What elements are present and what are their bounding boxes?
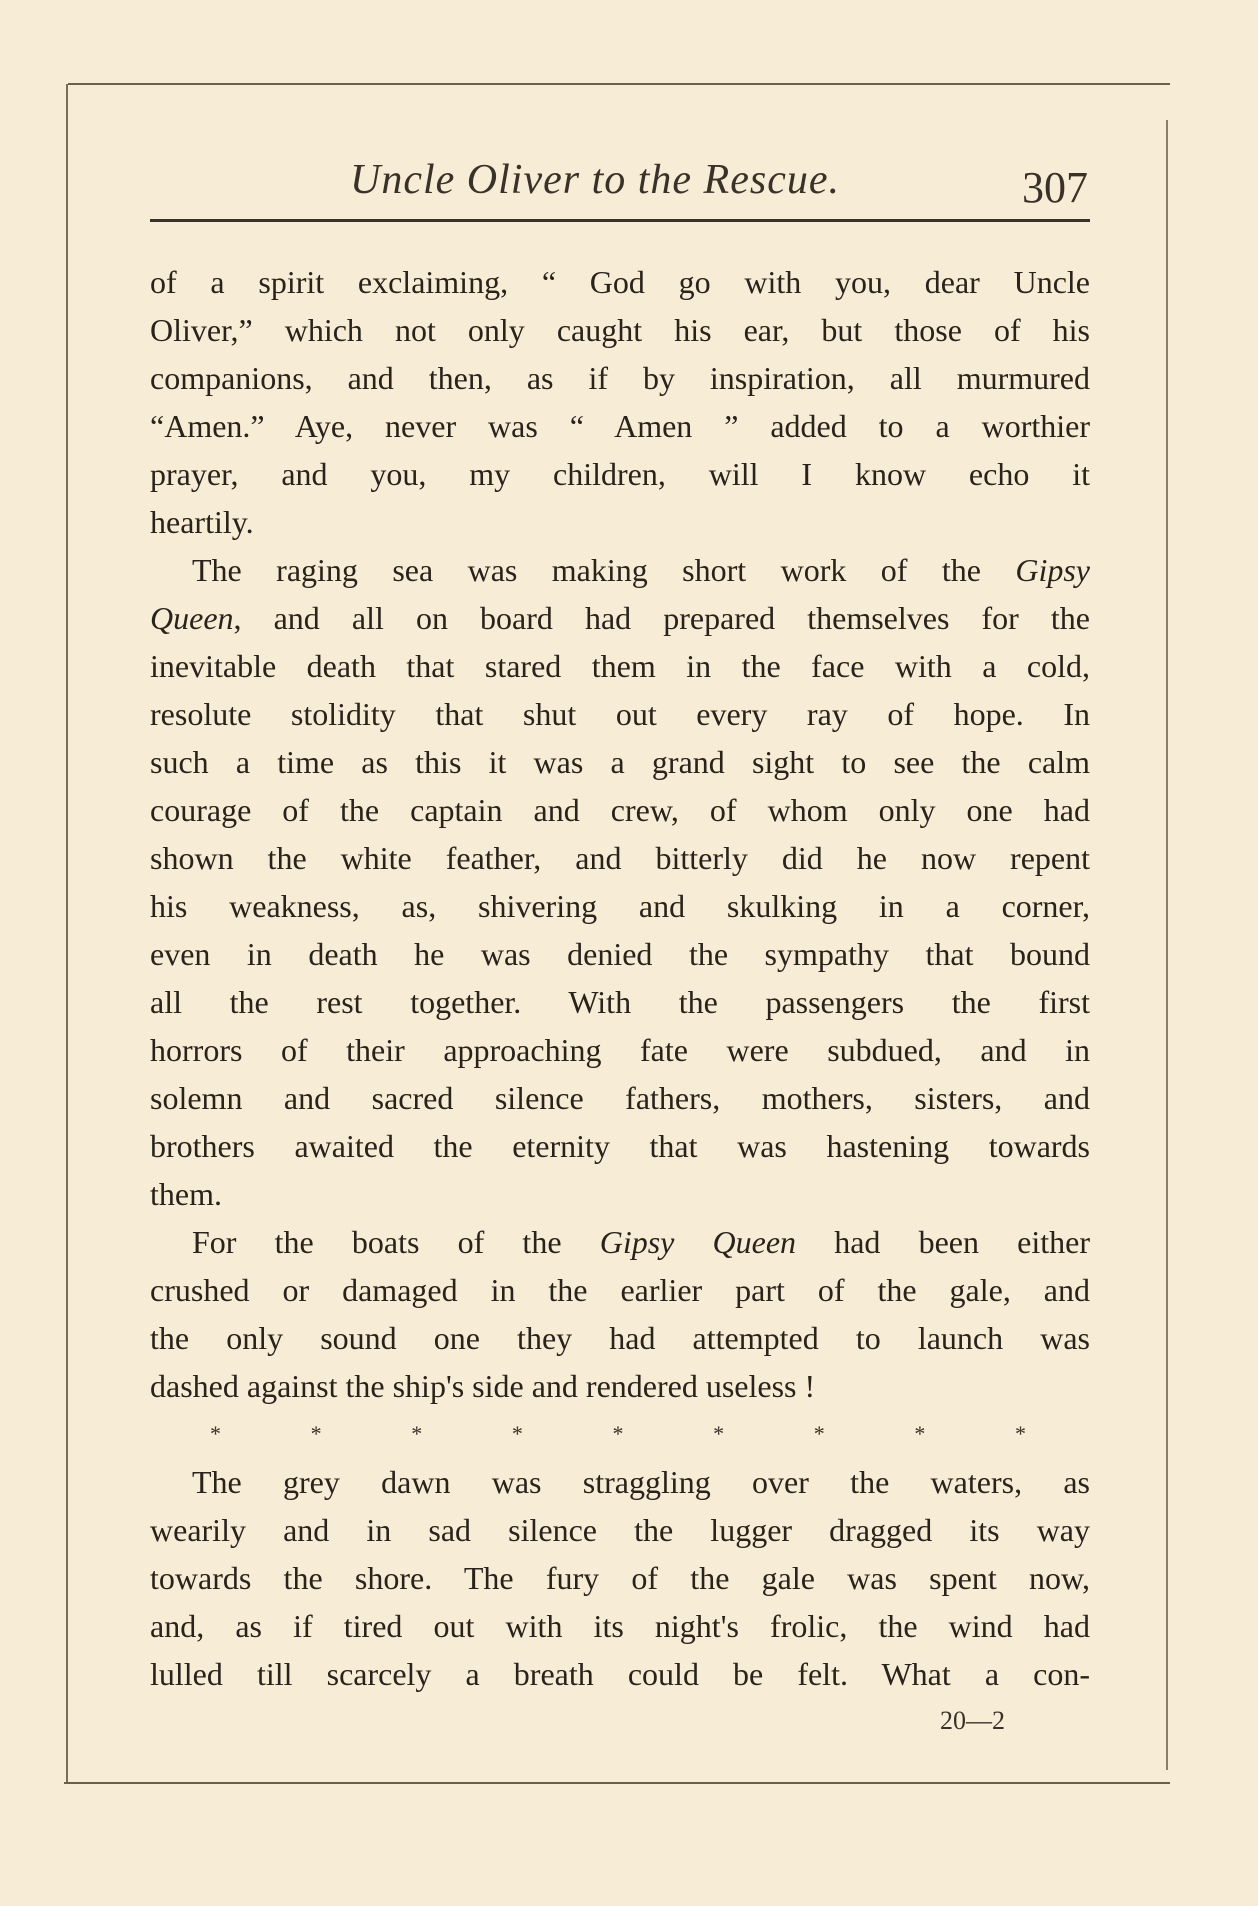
star-ornament: * — [1015, 1421, 1026, 1446]
page-frame-right — [1166, 120, 1168, 1770]
star-ornament: * — [210, 1421, 221, 1446]
star-ornament: * — [612, 1421, 624, 1446]
text-line: horrors of their approaching fate were subdued, and in — [150, 1032, 1090, 1068]
text-line: lulled till scarcely a breath could be felt. What a con- — [150, 1656, 1090, 1692]
text-line: of a spirit exclaiming, “ God go with you, dear Uncle — [150, 264, 1090, 300]
text-line: the only sound one they had attempted to launch was — [150, 1320, 1090, 1356]
text-line: and, as if tired out with its night's frolic, the wind had — [150, 1608, 1090, 1644]
star-ornament: * — [813, 1421, 825, 1446]
ship-name: Gipsy — [1015, 552, 1090, 588]
star-ornament: * — [310, 1421, 322, 1446]
ship-name: Gipsy Queen — [599, 1224, 797, 1260]
text-line: courage of the captain and crew, of whom only one had — [150, 792, 1090, 828]
text-line: resolute stolidity that shut out every ray of hope. In — [150, 696, 1090, 732]
running-head — [150, 148, 1090, 212]
star-ornament: * — [411, 1421, 423, 1446]
text-line: his weakness, as, shivering and skulking in a corner, — [150, 888, 1090, 924]
text-line: The raging sea was making short work of the Gipsy — [192, 552, 1090, 588]
text-line: companions, and then, as if by inspiration, all murmured — [150, 360, 1090, 396]
text-line: shown the white feather, and bitterly did he now repent — [150, 840, 1090, 876]
text-line: all the rest together. With the passengers the first — [150, 984, 1090, 1020]
text-line: Oliver,” which not only caught his ear, but those of his — [150, 312, 1090, 348]
text-line: wearily and in sad silence the lugger dragged its way — [150, 1512, 1090, 1548]
star-ornament: * — [713, 1421, 725, 1446]
text-line: solemn and sacred silence fathers, mothers, sisters, and — [150, 1080, 1090, 1116]
text-line: even in death he was denied the sympathy that bound — [150, 936, 1090, 972]
page-frame-top — [68, 83, 1170, 85]
page-frame-left — [66, 84, 68, 1784]
text-line: The grey dawn was straggling over the waters, as — [192, 1464, 1090, 1500]
text-line: towards the shore. The fury of the gale was spent now, — [150, 1560, 1090, 1596]
text-line: For the boats of the Gipsy Queen had been either — [192, 1224, 1091, 1260]
text-line: brothers awaited the eternity that was hastening towards — [150, 1128, 1090, 1164]
star-ornament: * — [914, 1421, 926, 1446]
running-title: Uncle Oliver to the Rescue. — [350, 157, 840, 203]
text-line: crushed or damaged in the earlier part of the gale, and — [150, 1272, 1090, 1308]
text-line: them. — [150, 1176, 222, 1212]
text-line: Queen, and all on board had prepared themselves for the — [150, 600, 1090, 636]
section-break-stars — [150, 1410, 1090, 1458]
text-line: such a time as this it was a grand sight to see the calm — [150, 744, 1090, 780]
head-rule — [150, 219, 1090, 222]
text-line: inevitable death that stared them in the face with a cold, — [150, 648, 1090, 684]
body-text — [150, 258, 1090, 1698]
text-line: heartily. — [150, 504, 254, 540]
signature-mark: 20—2 — [940, 1706, 1005, 1735]
page-number: 307 — [1022, 163, 1088, 212]
ship-name: Queen — [150, 600, 234, 636]
star-ornament: * — [511, 1421, 523, 1446]
text-line: prayer, and you, my children, will I know echo it — [150, 456, 1090, 492]
text-line: “Amen.” Aye, never was “ Amen ” added to a worthier — [150, 408, 1090, 444]
page-frame-bottom — [64, 1782, 1170, 1784]
text-line: dashed against the ship's side and rendered useless ! — [150, 1368, 816, 1404]
